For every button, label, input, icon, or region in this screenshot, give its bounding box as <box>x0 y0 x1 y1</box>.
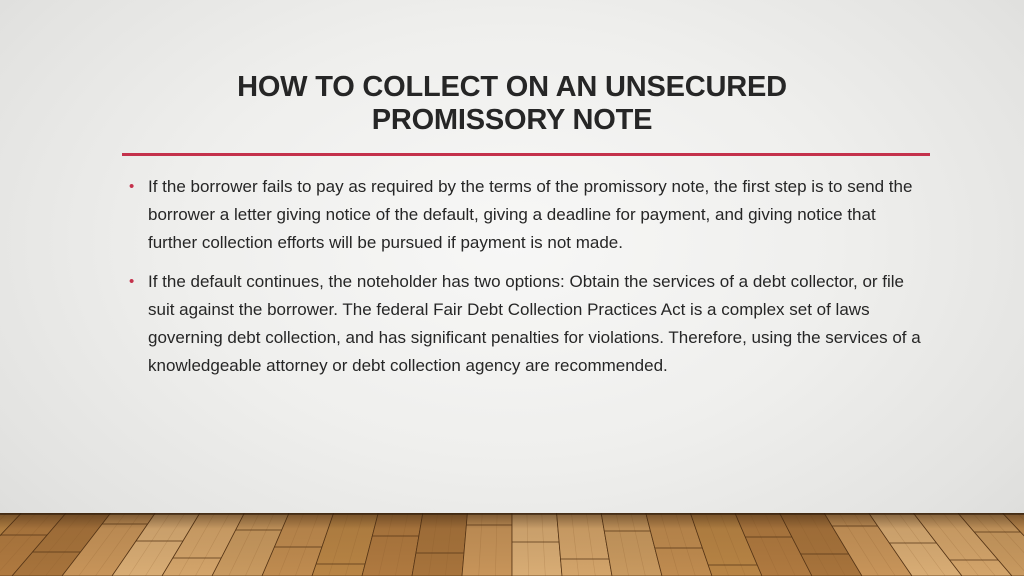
slide-title-line-1: HOW TO COLLECT ON AN UNSECURED <box>237 71 787 103</box>
bullet-item-1 <box>122 173 922 257</box>
bullet-list <box>122 173 922 391</box>
bullet-text-1: If the borrower fails to pay as required by the terms of the promissory note, the first step is to send the borrower a letter giving notice of the default, giving a deadline for payment, and giving notice that further collection efforts will be pursued if payment is not made. <box>148 177 913 252</box>
bullet-item-2 <box>122 268 922 380</box>
bullet-dot-icon: • <box>129 178 135 195</box>
slide-title <box>150 71 874 137</box>
bullet-dot-icon: • <box>129 273 135 290</box>
title-divider <box>122 153 930 156</box>
slide-title-line-2: PROMISSORY NOTE <box>371 104 653 136</box>
bullet-text-2: If the default continues, the noteholder has two options: Obtain the services of a debt collector, or file suit against the borrower. The federal Fair Debt Collection Practices Act is a complex set of laws governing debt collection, and has significant penalties for violations. Therefore, using the services of a knowledgeable attorney or debt collection agency are recommended. <box>148 272 921 375</box>
wood-floor-image <box>0 513 1024 576</box>
